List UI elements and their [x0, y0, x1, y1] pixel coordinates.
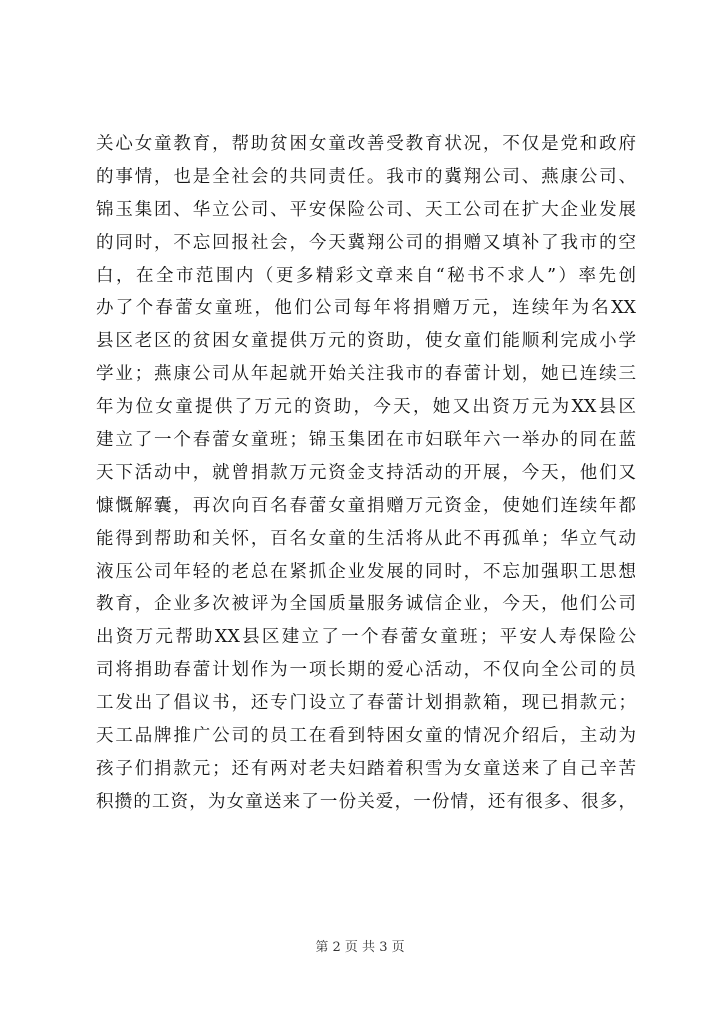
text-line: 白，在全市范围内（更多精彩文章来自“秘书不求人”）率先创	[96, 265, 636, 286]
page-number-footer: 第 2 页 共 3 页	[315, 940, 405, 955]
text-line: 办了个春蕾女童班，他们公司每年将捐赠万元，连续年为名XX	[96, 298, 636, 319]
text-line: 教育，企业多次被评为全国质量服务诚信企业，今天，他们公司	[96, 594, 636, 615]
text-line: 天工品牌推广公司的员工在看到特困女童的情况介绍后，主动为	[96, 726, 636, 747]
text-line: 的同时，不忘回报社会，今天冀翔公司的捐赠又填补了我市的空	[96, 232, 636, 253]
text-line: 慷慨解囊，再次向百名春蕾女童捐赠万元资金，使她们连续年都	[96, 495, 636, 516]
text-line: 学业；燕康公司从年起就开始关注我市的春蕾计划，她已连续三	[96, 364, 636, 385]
text-line: 年为位女童提供了万元的资助，今天，她又出资万元为XX县区	[96, 397, 636, 418]
text-line: 县区老区的贫困女童提供万元的资助，使女童们能顺利完成小学	[96, 331, 636, 352]
text-line: 的事情，也是全社会的共同责任。我市的冀翔公司、燕康公司、	[96, 166, 636, 187]
text-line: 关心女童教育，帮助贫困女童改善受教育状况，不仅是党和政府	[96, 134, 636, 154]
text-line: 锦玉集团、华立公司、平安保险公司、天工公司在扩大企业发展	[96, 199, 636, 220]
text-line: 天下活动中，就曾捐款万元资金支持活动的开展，今天，他们又	[96, 462, 636, 483]
text-line: 建立了一个春蕾女童班；锦玉集团在市妇联年六一举办的同在蓝	[96, 430, 636, 451]
text-line: 出资万元帮助XX县区建立了一个春蕾女童班；平安人寿保险公	[96, 627, 636, 648]
text-line: 能得到帮助和关怀，百名女童的生活将从此不再孤单；华立气动	[96, 528, 636, 549]
text-line: 孩子们捐款元；还有两对老夫妇踏着积雪为女童送来了自己辛苦	[96, 758, 636, 779]
text-line: 液压公司年轻的老总在紧抓企业发展的同时，不忘加强职工思想	[96, 561, 636, 582]
text-line: 积攒的工资，为女童送来了一份关爱，一份情，还有很多、很多，	[96, 791, 636, 812]
text-line: 司将捐助春蕾计划作为一项长期的爱心活动，不仅向全公司的员	[96, 660, 636, 681]
body-paragraph	[96, 128, 636, 819]
text-line: 工发出了倡议书，还专门设立了春蕾计划捐款箱，现已捐款元；	[96, 693, 636, 714]
